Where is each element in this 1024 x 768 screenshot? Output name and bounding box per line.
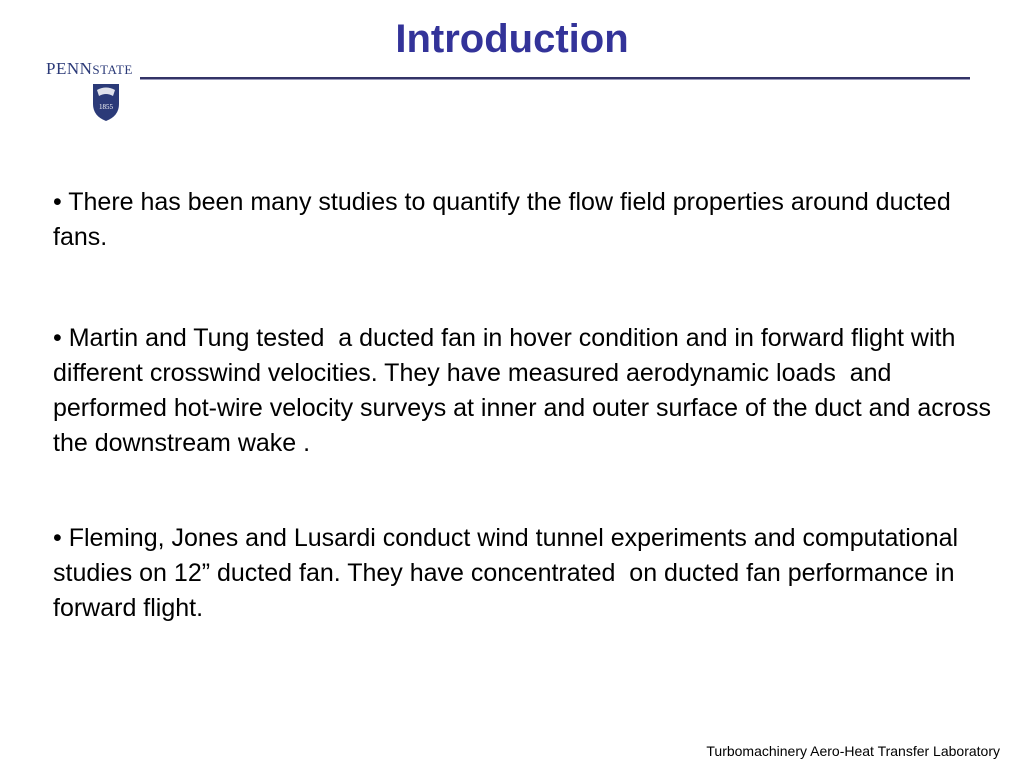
title-divider-shadow xyxy=(140,79,970,80)
logo-year: 1855 xyxy=(99,103,113,111)
shield-icon xyxy=(91,82,121,122)
bullet-paragraph: • Fleming, Jones and Lusardi conduct wind tunnel experiments and computational studies on 12” ducted fan. They have concentrated on ducted fan performance in forward flight. xyxy=(53,524,966,622)
bullet-paragraph: • There has been many studies to quantify the flow field properties around ducted fans. xyxy=(53,188,965,251)
logo-word-state: STATE xyxy=(92,62,133,77)
logo-word-penn: PENN xyxy=(46,59,93,78)
penn-state-logo xyxy=(44,58,144,124)
footer-lab-name: Turbomachinery Aero-Heat Transfer Laboratory xyxy=(706,743,1000,759)
bullet-paragraph: • Martin and Tung tested a ducted fan in hover condition and in forward flight with different crosswind velocities. They have measured aerodynamic loads and performed hot-wire velocity surveys at inner and outer surface of the duct and across the downstream wake . xyxy=(53,324,998,457)
slide-title: Introduction xyxy=(395,17,629,61)
